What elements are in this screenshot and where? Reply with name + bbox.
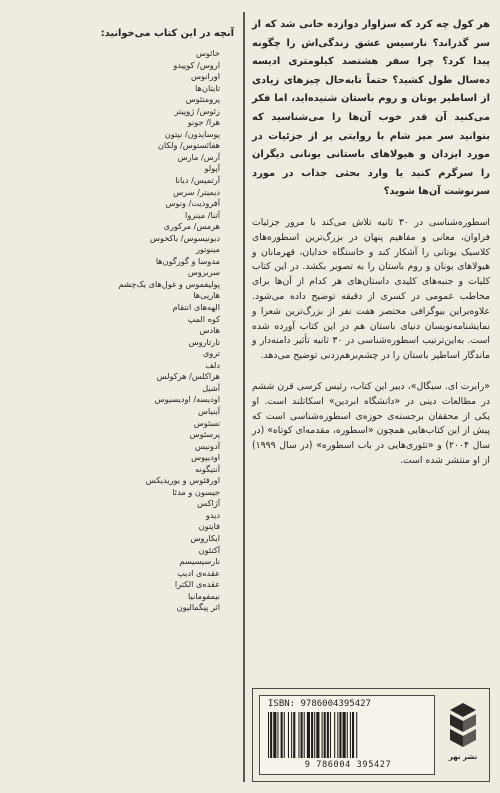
contents-item: پوسایدون/ نپتون xyxy=(164,128,220,139)
contents-item: پرسئوس xyxy=(189,429,220,440)
intro-paragraph: هر کول چه کرد که سزاوار دوازده خانی شد که از سر گذراند؟ نارسیس عشق زندگی‌اش را چگونه پیدا کرد؟ چرا سفر هشتصد کیلومتری ادیسه ده‌سال طول کشید؟ حتماً تابه‌حال چیزهای زیادی از اساطیر یونان و روم باستان شنیده‌اید، اما فکر می‌کنید آن قدر خوب آن‌ها را می‌شناسید که بتوانید سر میز شام با روایتی پر از جزئیات در مورد ایزدان و هیولاهای باستانی یونانی دیگران را سرگرم کنید یا وارد بحثی جذاب در مورد سرنوشت آن‌ها شوید؟ xyxy=(252,19,490,198)
contents-item: اروس/ کوپیدو xyxy=(173,59,220,70)
contents-item: سربروس xyxy=(187,267,220,278)
barcode-bar xyxy=(314,712,315,758)
contents-item: زئوس/ ژوپیتر xyxy=(174,105,220,116)
barcode-bar xyxy=(281,712,283,758)
barcode-panel xyxy=(252,688,490,782)
barcode-bar xyxy=(270,712,272,758)
contents-item: تروی xyxy=(202,348,220,359)
contents-item: آینیاس xyxy=(198,405,220,416)
barcode-bar xyxy=(288,712,289,758)
column-divider xyxy=(243,12,245,782)
contents-item: اودیسه/ اودیسیوس xyxy=(154,394,220,405)
barcode-bar xyxy=(324,712,326,758)
publisher-logo-icon xyxy=(443,701,483,751)
barcode-bar xyxy=(327,712,329,758)
contents-item: آفرودیت/ ونوس xyxy=(165,198,220,209)
barcode-box xyxy=(259,695,435,775)
contents-item: هادس xyxy=(199,325,220,336)
contents-item: مدوسا و گورگون‌ها xyxy=(155,255,220,266)
contents-item: آشیل xyxy=(202,382,220,393)
contents-item: هارپی‌ها xyxy=(193,290,220,301)
contents-item: خائوس xyxy=(195,48,220,58)
contents-item: تسئوس xyxy=(193,417,220,428)
contents-item: عقده‌ی ادیپ xyxy=(177,567,220,578)
contents-item: آرس/ مارس xyxy=(177,151,220,162)
editor-paragraph: «رابرت ای. سیگال»، دبیر این کتاب، رئیس کرسی قرن ششم در مطالعات دینی در «دانشگاه ابردین» اسکاتلند است. او یکی از محققان برجسته‌ی حوزه‌ی اسطوره‌شناسی است که پیش از این کتاب‌هایی همچون «اسطوره، مقدمه‌ای کوتاه» (در سال ۲۰۰۴) و «تئوری‌هایی در باب اسطوره» (در سال ۱۹۹۹) از او منتشر شده است. xyxy=(252,380,490,466)
barcode-bar xyxy=(334,712,335,758)
barcode-bar xyxy=(343,712,346,758)
barcode-bar xyxy=(268,712,269,758)
contents-item: تارتاروس xyxy=(188,336,220,347)
barcode-bar xyxy=(293,712,295,758)
contents-item: آپولو xyxy=(204,163,220,174)
publisher-name: نشر نهر xyxy=(448,753,478,761)
contents-item: هفائستوس/ ولکان xyxy=(157,140,220,151)
barcode-bar xyxy=(304,712,305,758)
contents-item: دیونیسوس/ باکخوس xyxy=(150,232,220,243)
barcode-bar xyxy=(337,712,338,758)
barcode-bar xyxy=(352,712,354,758)
contents-item: جیسون و مدئا xyxy=(172,486,220,497)
contents-item: آکتئون xyxy=(198,544,220,555)
barcode-bar xyxy=(298,712,299,758)
contents-item: هرمس/ مرکوری xyxy=(163,221,220,232)
contents-item: اثر پیگمالیون xyxy=(176,602,220,613)
contents-item: هرا/ جونو xyxy=(187,117,220,128)
contents-item: آدونیس xyxy=(194,440,220,451)
contents-item: اورفئوس و یوریدیکس xyxy=(145,475,220,486)
isbn-label: ISBN: 9786004395427 xyxy=(268,699,371,709)
contents-item: عقده‌ی الکترا xyxy=(174,579,220,590)
contents-column xyxy=(14,28,234,614)
contents-item: اورانوس xyxy=(191,71,220,82)
barcode-bar xyxy=(277,712,278,758)
blurb-column xyxy=(252,16,490,469)
barcode-bar xyxy=(347,712,348,758)
contents-item: آتنا/ مینروا xyxy=(185,209,220,220)
contents-heading: آنچه در این کتاب می‌خوانید: xyxy=(100,28,234,39)
barcode-bar xyxy=(356,712,357,758)
contents-item: مینوتور xyxy=(195,244,220,255)
contents-item: پرومتئوس xyxy=(185,94,220,105)
barcode-graphic xyxy=(268,712,428,758)
barcode-bar xyxy=(330,712,331,758)
barcode-number: 9 786004 395427 xyxy=(304,760,392,770)
barcode-bar xyxy=(311,712,313,758)
contents-item: آژاکس xyxy=(197,498,220,509)
barcode-bar xyxy=(301,712,303,758)
contents-item: دیدو xyxy=(205,509,220,520)
contents-item: ایکاروس xyxy=(190,532,220,543)
contents-item: نیمفومانیا xyxy=(188,590,220,601)
contents-item: پولیفموس و غول‌های یک‌چشم xyxy=(118,278,220,289)
contents-item: اودیپوس xyxy=(191,452,220,463)
contents-item: نارسیسیسم xyxy=(179,556,220,567)
contents-item: هراکلس/ هرکولس xyxy=(156,371,220,382)
contents-item: آنتیگونه xyxy=(195,463,220,474)
barcode-bar xyxy=(291,712,292,758)
barcode-bar xyxy=(284,712,285,758)
publisher-logo xyxy=(443,701,483,767)
barcode-bar xyxy=(316,712,319,758)
description-paragraph: اسطوره‌شناسی در ۳۰ ثانیه تلاش می‌کند با مرور جزئیات فراوان، معانی و مفاهیم پنهان در بزرگ‌ترین اسطوره‌های کلاسیک یونانی را آشکار کند و خاستگاه خدایان، قهرمانان و هیولاهای یونان و روم باستان را به تصویر بکشد. در این کتاب کلیات و جنبه‌های کلیدی داستان‌های هر کدام از آن‌ها برای مخاطب عمومی در کسری از دقیقه توضیح داده می‌شود. علاوه‌براین بیوگرافی مختصر هفت نفر از بزرگ‌ترین شعرا و نمایشنامه‌نویسان دنیای باستان هم در این کتاب آورده شده است. به‌این‌ترتیب اسطوره‌شناسی در ۳۰ ثانیه تأثیر دامنه‌دار و ماندگار اساطیر باستان را در چشم‌برهم‌زدنی توضیح می‌دهد. xyxy=(252,216,491,362)
contents-item: الهه‌های انتقام xyxy=(172,302,220,313)
contents-item: تایتان‌ها xyxy=(195,82,220,93)
barcode-bar xyxy=(350,712,351,758)
contents-item: آرتمیس/ دیانا xyxy=(175,175,220,186)
contents-item: کوه المپ xyxy=(187,313,220,324)
contents-item: دیمیتر/ سرس xyxy=(173,186,220,197)
barcode-bar xyxy=(339,712,341,758)
barcode-bar xyxy=(307,712,310,758)
barcode-bar xyxy=(273,712,276,758)
contents-item: فایتون xyxy=(198,521,220,532)
barcode-bar xyxy=(322,712,323,758)
contents-list xyxy=(14,48,234,614)
contents-item: دلف xyxy=(205,359,220,370)
